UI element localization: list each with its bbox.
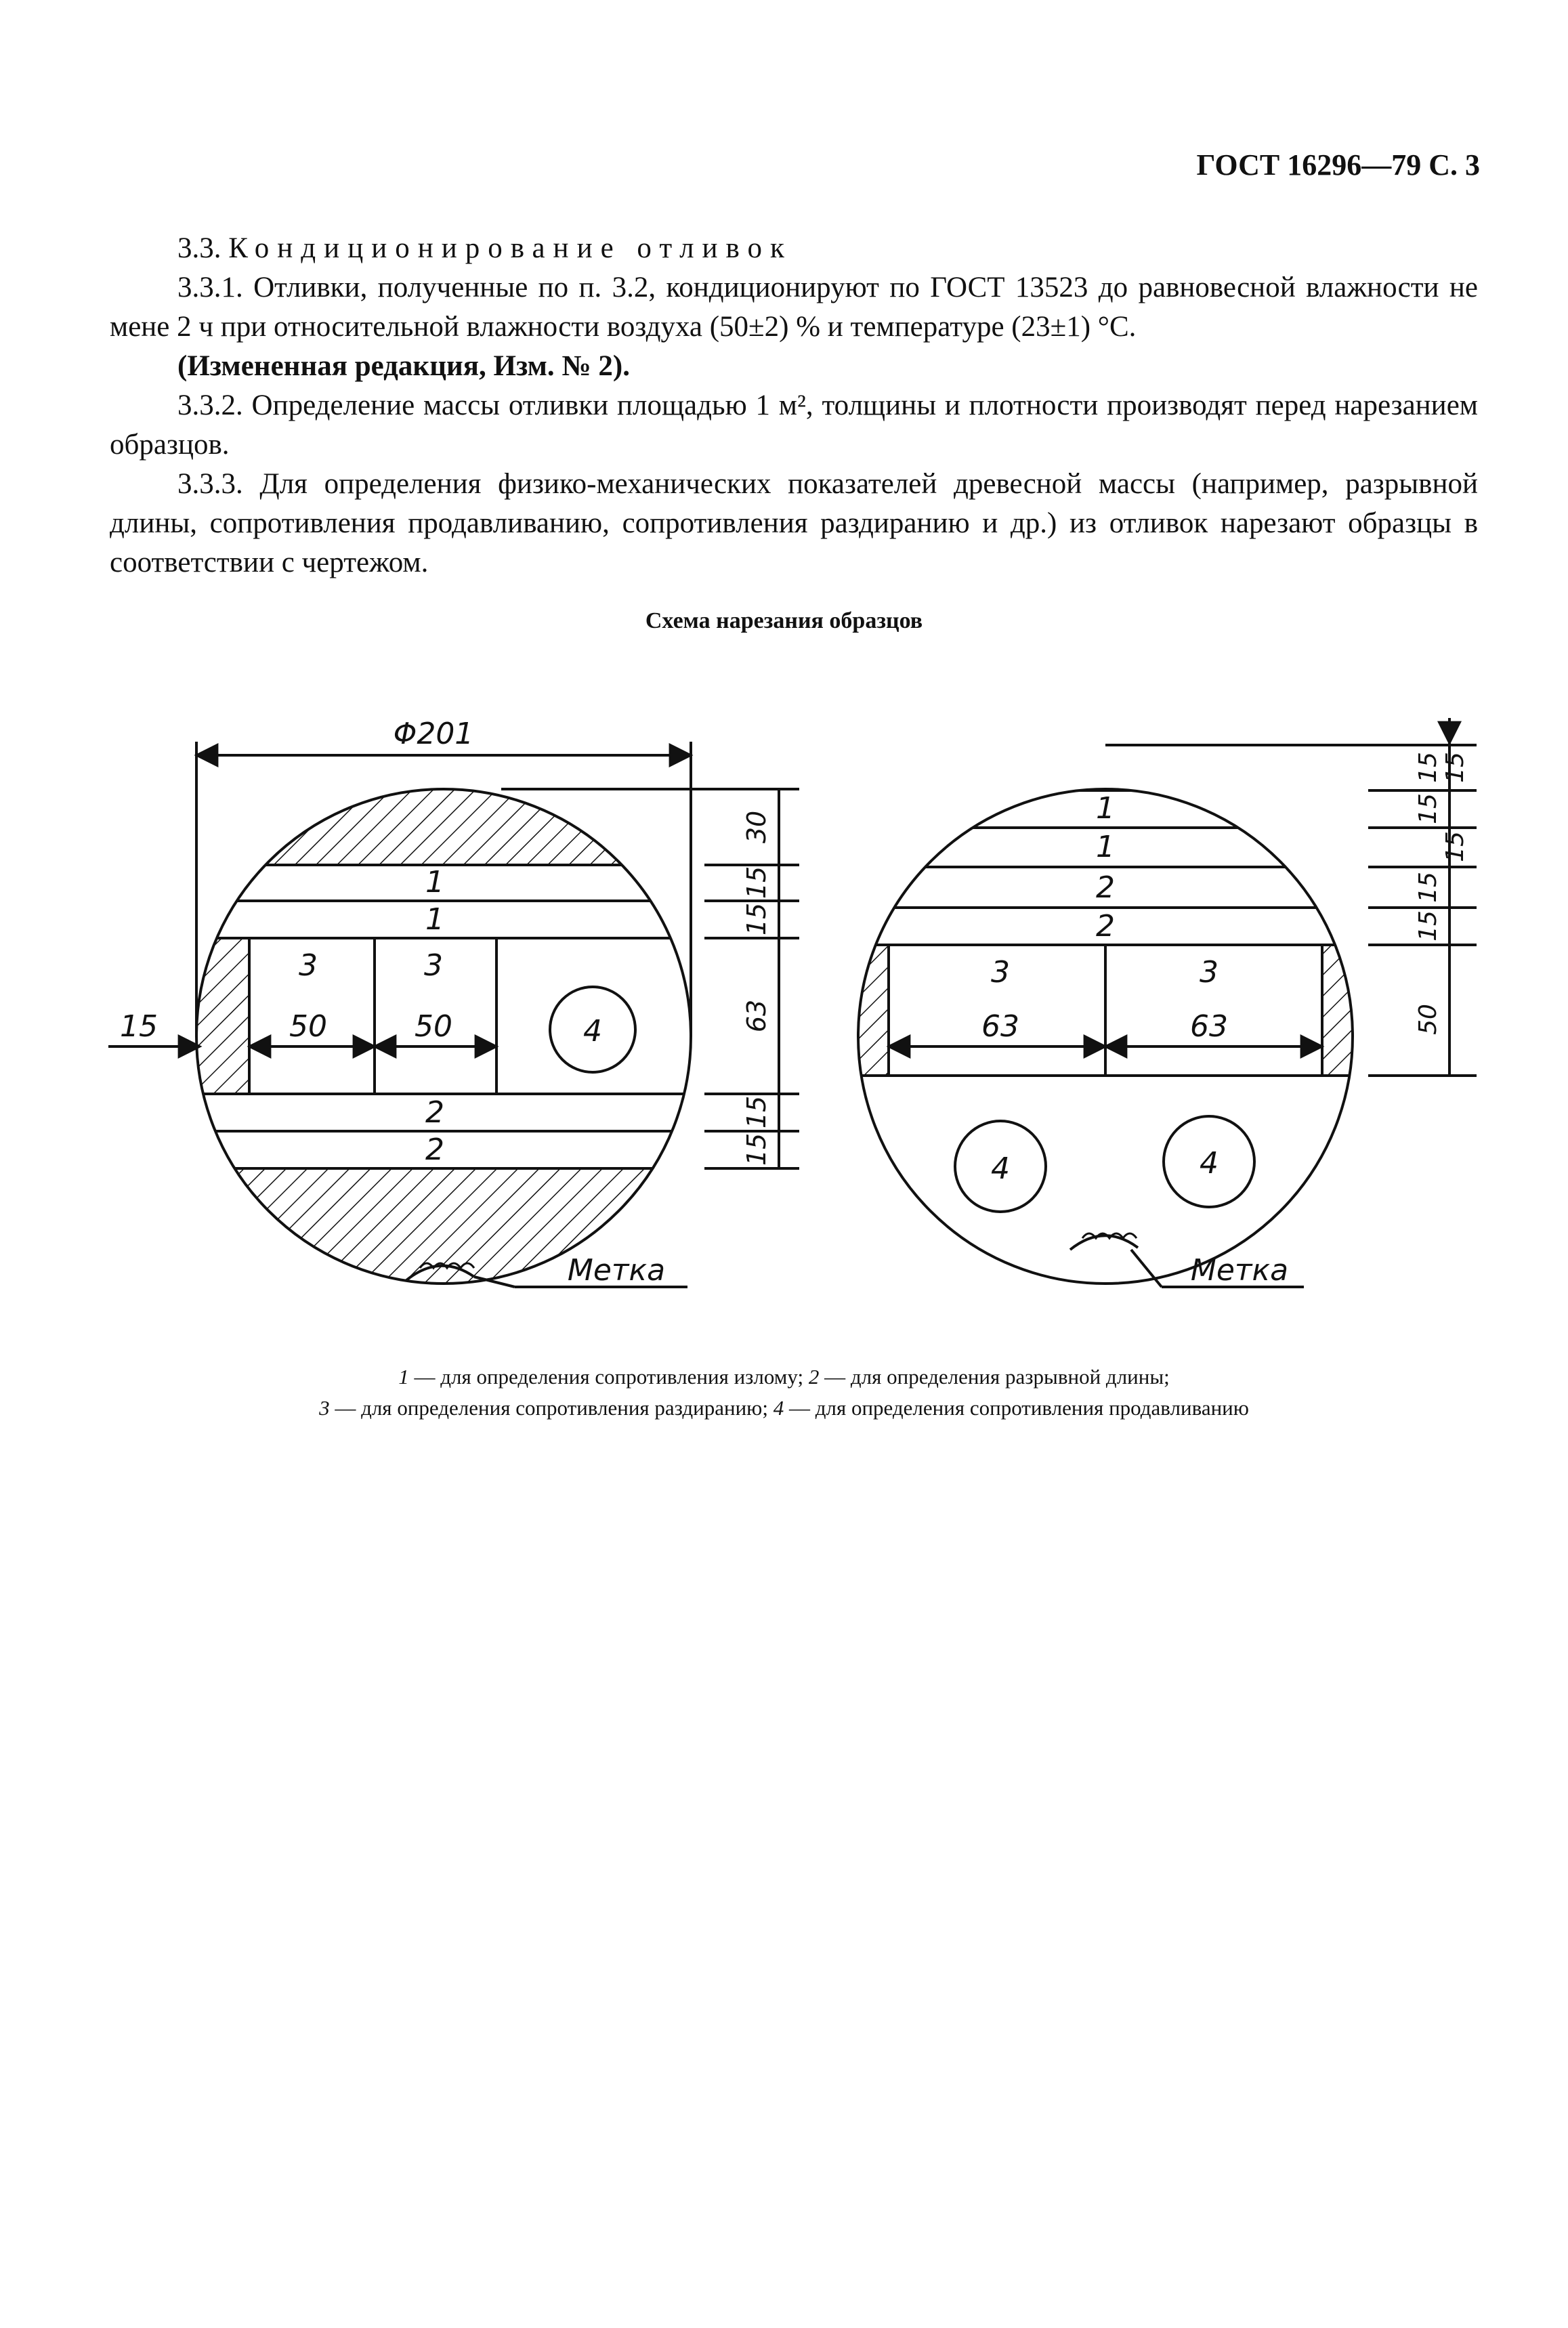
right-dim-15-b: 15 — [1441, 752, 1469, 783]
right-dim-15-f: 15 — [1414, 910, 1442, 941]
caption-num-4: 4 — [773, 1396, 784, 1420]
section-number: 3.3. — [177, 232, 221, 264]
right-burst-label-2: 4 — [1200, 1146, 1219, 1181]
right-dim-15-a: 15 — [1414, 752, 1442, 783]
paragraph-3-3-1: 3.3.1. Отливки, полученные по п. 3.2, кондиционируют по ГОСТ 13523 до равновесной влажности не мене 2 ч при относительной влажности воздуха (50±2) % и температуре (23±1) °С. — [110, 272, 1478, 343]
amendment-note: (Измененная редакция, Изм. № 2). — [177, 350, 630, 382]
left-mark-label: Метка — [567, 1253, 666, 1288]
right-top-waste — [853, 745, 1368, 790]
right-dim-15-c: 15 — [1414, 793, 1442, 824]
right-strip-label-3: 2 — [1096, 870, 1115, 905]
left-strip-label-4: 2 — [425, 1133, 444, 1167]
caption-text-3: — для определения сопротивления раздиранию; — [329, 1396, 774, 1420]
right-strip-label-1: 1 — [1096, 791, 1115, 826]
caption-text-1: — для определения сопротивления излому; — [408, 1365, 809, 1389]
right-tear-width-1: 63 — [981, 1009, 1019, 1044]
right-dim-15-d: 15 — [1441, 831, 1469, 862]
left-tear-label-1: 3 — [299, 948, 318, 983]
paragraph-3-3-2: 3.3.2. Определение массы отливки площадью 1 м², толщины и плотности производят перед нарезанием образцов. — [110, 389, 1478, 461]
caption-num-2: 2 — [808, 1365, 820, 1389]
right-burst-label-1: 4 — [991, 1151, 1010, 1186]
caption-text-2: — для определения разрывной длины; — [819, 1365, 1170, 1389]
left-dim-63: 63 — [742, 999, 771, 1033]
left-strip-label-1: 1 — [425, 865, 444, 900]
right-strip-label-2: 1 — [1096, 830, 1115, 864]
right-strip-label-4: 2 — [1096, 909, 1115, 944]
left-dim-15-b: 15 — [742, 902, 771, 936]
right-dim-15-e: 15 — [1414, 872, 1442, 903]
caption-num-3: 3 — [319, 1396, 330, 1420]
caption-num-1: 1 — [398, 1365, 409, 1389]
right-dim-50: 50 — [1414, 1004, 1442, 1035]
section-title: Кондиционирование отливок — [228, 232, 792, 264]
right-tear-label-1: 3 — [991, 955, 1010, 990]
left-diameter-label: Φ201 — [393, 717, 474, 751]
figure-title: Схема нарезания образцов — [645, 608, 923, 633]
right-disk — [853, 718, 1477, 1287]
left-tear-label-2: 3 — [424, 948, 443, 983]
left-disk — [108, 742, 799, 1304]
left-burst-label: 4 — [583, 1014, 602, 1049]
left-side-dimension: 15 — [120, 1009, 158, 1044]
left-dim-15-d: 15 — [742, 1133, 771, 1166]
left-top-waste — [190, 786, 704, 865]
caption-text-4: — для определения сопротивления продавливанию — [784, 1396, 1249, 1420]
right-mark-label: Метка — [1190, 1253, 1289, 1288]
left-strip-label-3: 2 — [425, 1095, 444, 1130]
right-tear-label-2: 3 — [1200, 955, 1219, 990]
left-dim-30: 30 — [742, 810, 771, 844]
right-tear-width-2: 63 — [1190, 1009, 1228, 1044]
left-tear-width-2: 50 — [415, 1009, 452, 1044]
figure-caption — [203, 1361, 1365, 1424]
left-strip-label-2: 1 — [425, 902, 444, 937]
page-header: ГОСТ 16296—79 С. 3 — [1196, 148, 1480, 182]
left-tear-width-1: 50 — [289, 1009, 327, 1044]
paragraph-3-3-3: 3.3.3. Для определения физико-механических показателей древесной массы (например, разрывной длины, сопротивления продавливанию, сопротивления раздиранию и др.) из отливок нарезают образцы в соответствии с чертежом. — [110, 468, 1478, 578]
left-dim-15-a: 15 — [742, 866, 771, 900]
left-dim-15-c: 15 — [742, 1095, 771, 1129]
